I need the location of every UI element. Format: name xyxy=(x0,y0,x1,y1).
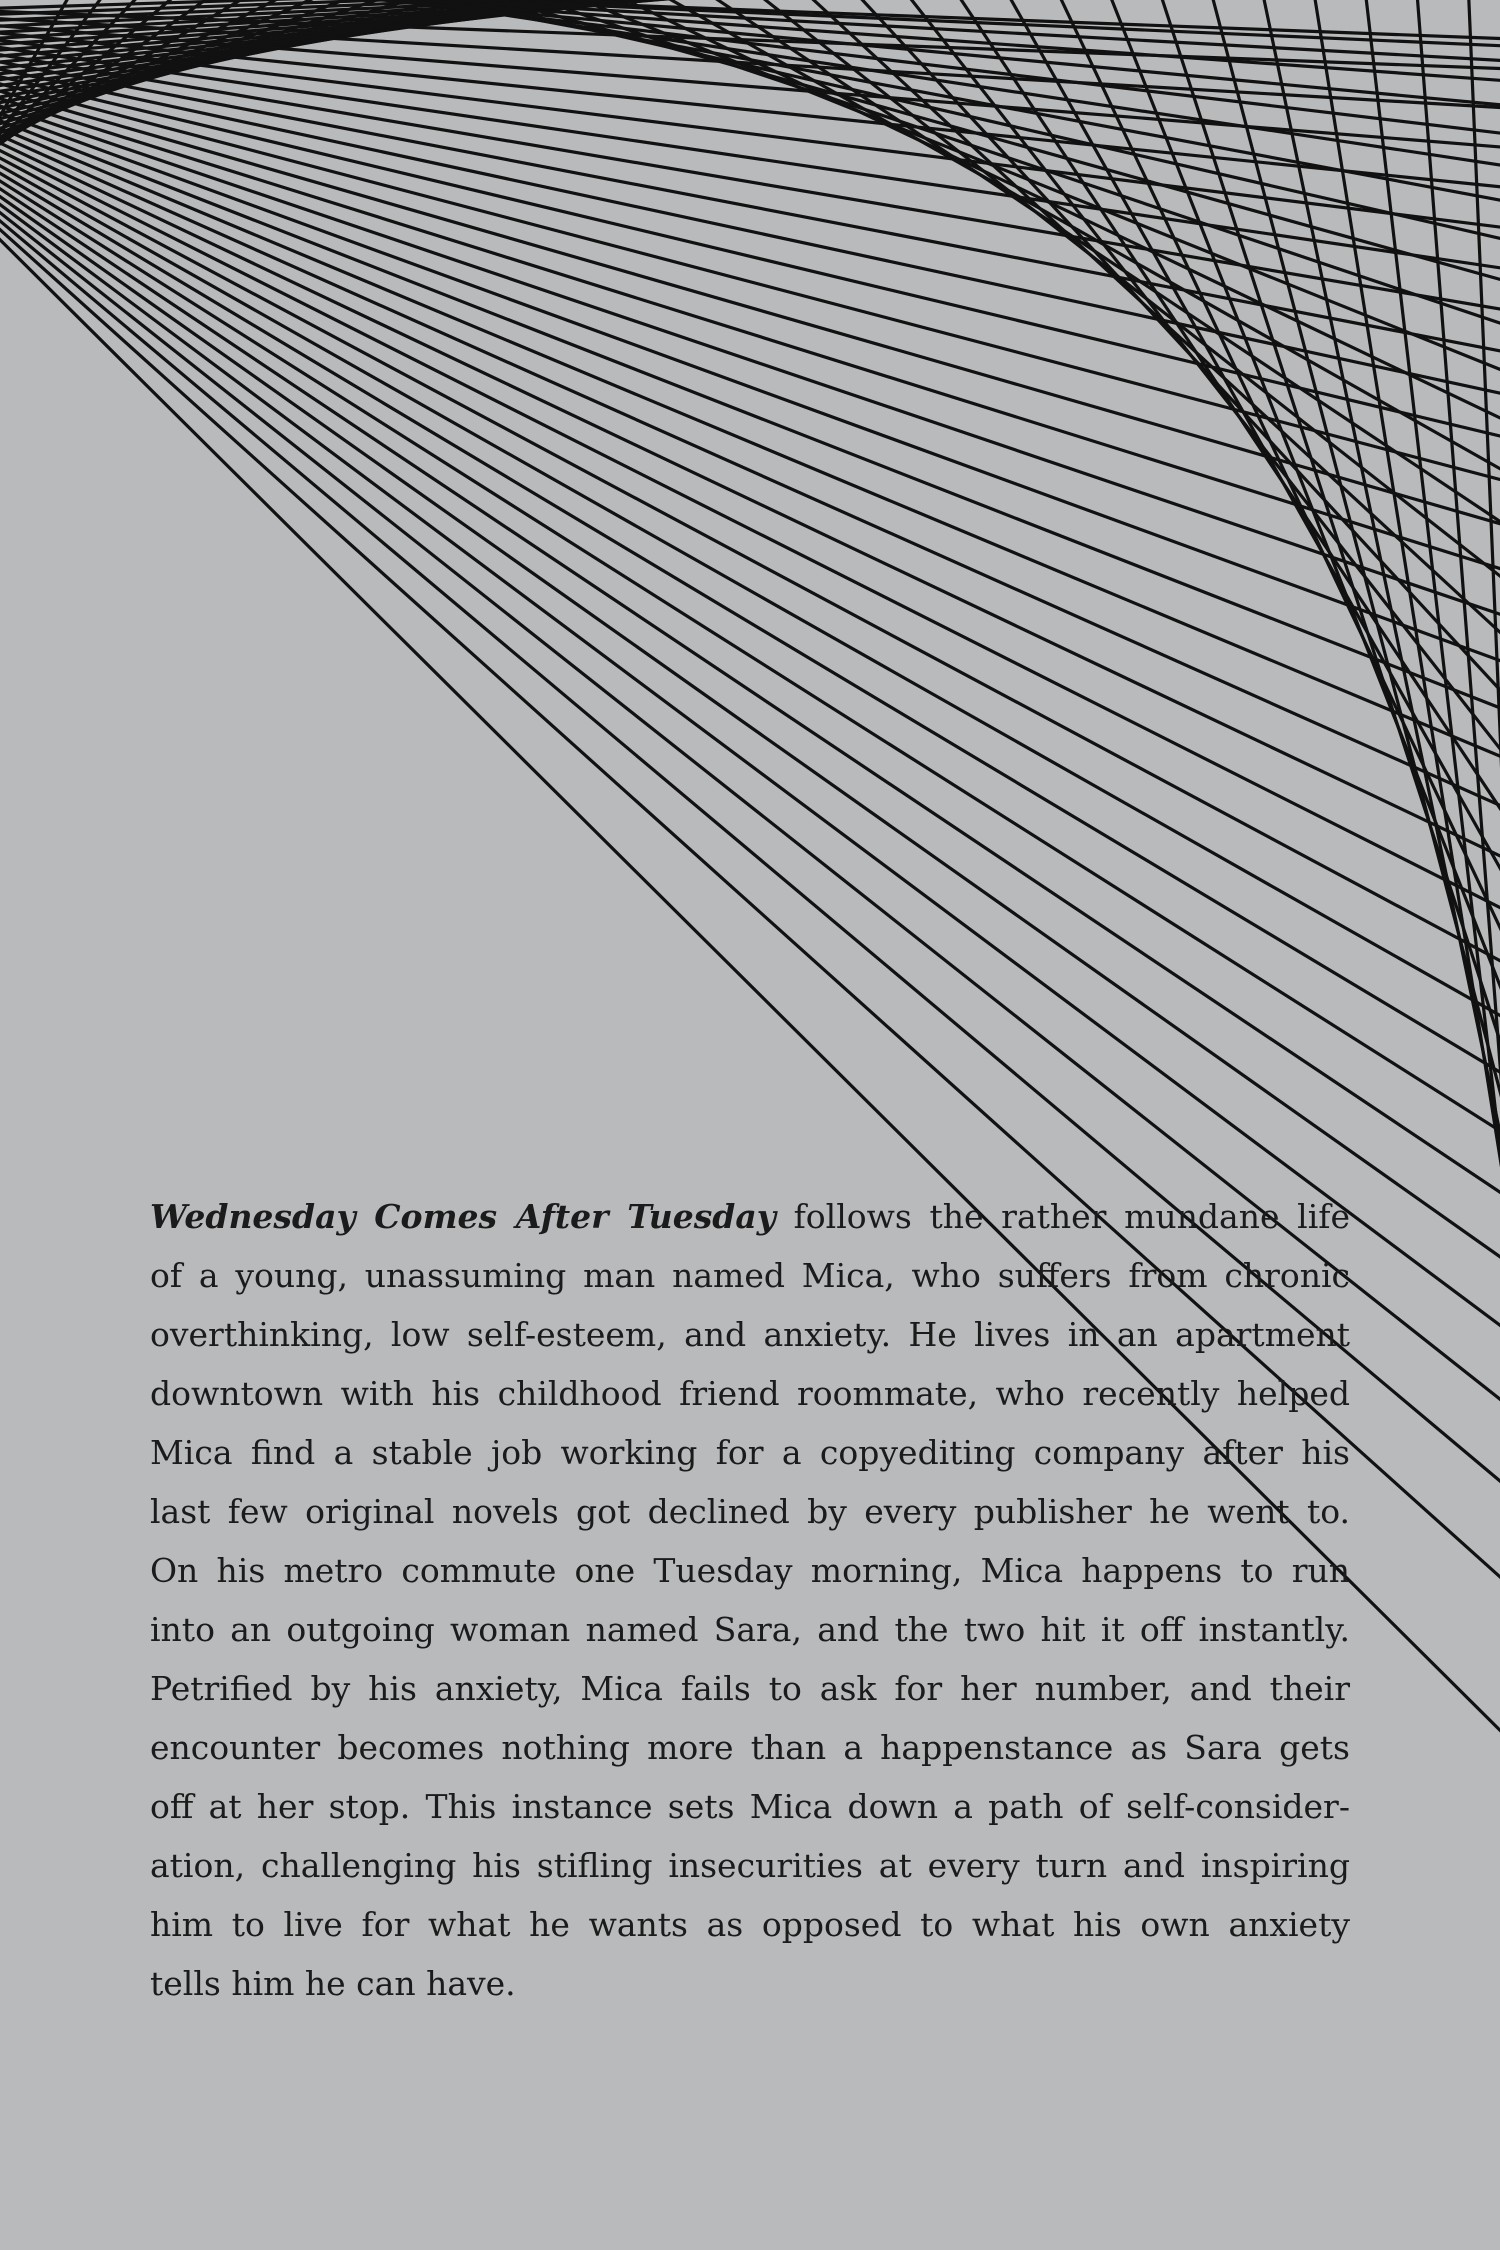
blurb-line: ation, challenging his stifling insecurities at every turn and inspiring xyxy=(150,1846,1350,1885)
blurb-line: last few original novels got declined by every publisher he went to. xyxy=(150,1492,1350,1531)
blurb-line: off at her stop. This instance sets Mica down a path of self-consider- xyxy=(150,1787,1350,1826)
string-art-line xyxy=(0,168,1500,1285)
blurb-line: him to live for what he wants as opposed to what his own anxiety xyxy=(150,1905,1350,1944)
back-cover-blurb xyxy=(150,1187,1350,2013)
blurb-line: downtown with his childhood friend roommate, who recently helped xyxy=(150,1374,1350,1413)
string-art-line xyxy=(0,156,1500,1157)
blurb-line: On his metro commute one Tuesday morning, Mica happens to run xyxy=(150,1551,1350,1590)
string-art-line xyxy=(1468,0,1500,1669)
string-art-line xyxy=(0,86,1500,581)
blurb-line: into an outgoing woman named Sara, and the two hit it off instantly. xyxy=(150,1610,1350,1649)
string-art-line xyxy=(0,111,1500,773)
blurb-line: of a young, unassuming man named Mica, who suffers from chronic xyxy=(150,1256,1350,1295)
string-art-line xyxy=(0,92,1500,627)
string-art-line xyxy=(0,73,1500,490)
blurb-line: encounter becomes nothing more than a happenstance as Sara gets xyxy=(150,1728,1350,1767)
blurb-line: overthinking, low self-esteem, and anxiety. He lives in an apartment xyxy=(150,1315,1350,1354)
book-title: Wednesday Comes After Tuesday xyxy=(150,1197,776,1236)
blurb-line xyxy=(150,1187,1350,1246)
blurb-line: Mica find a stable job working for a copyediting company after his xyxy=(150,1433,1350,1472)
string-art-line xyxy=(0,162,1500,1219)
string-art-line xyxy=(0,54,1500,358)
blurb-line-text: follows the rather mundane life xyxy=(775,1197,1350,1236)
string-art-line xyxy=(1156,0,1500,1164)
blurb-line: Petrified by his anxiety, Mica fails to ask for her number, and their xyxy=(150,1669,1350,1708)
blurb-line: tells him he can have. xyxy=(150,1964,516,2003)
